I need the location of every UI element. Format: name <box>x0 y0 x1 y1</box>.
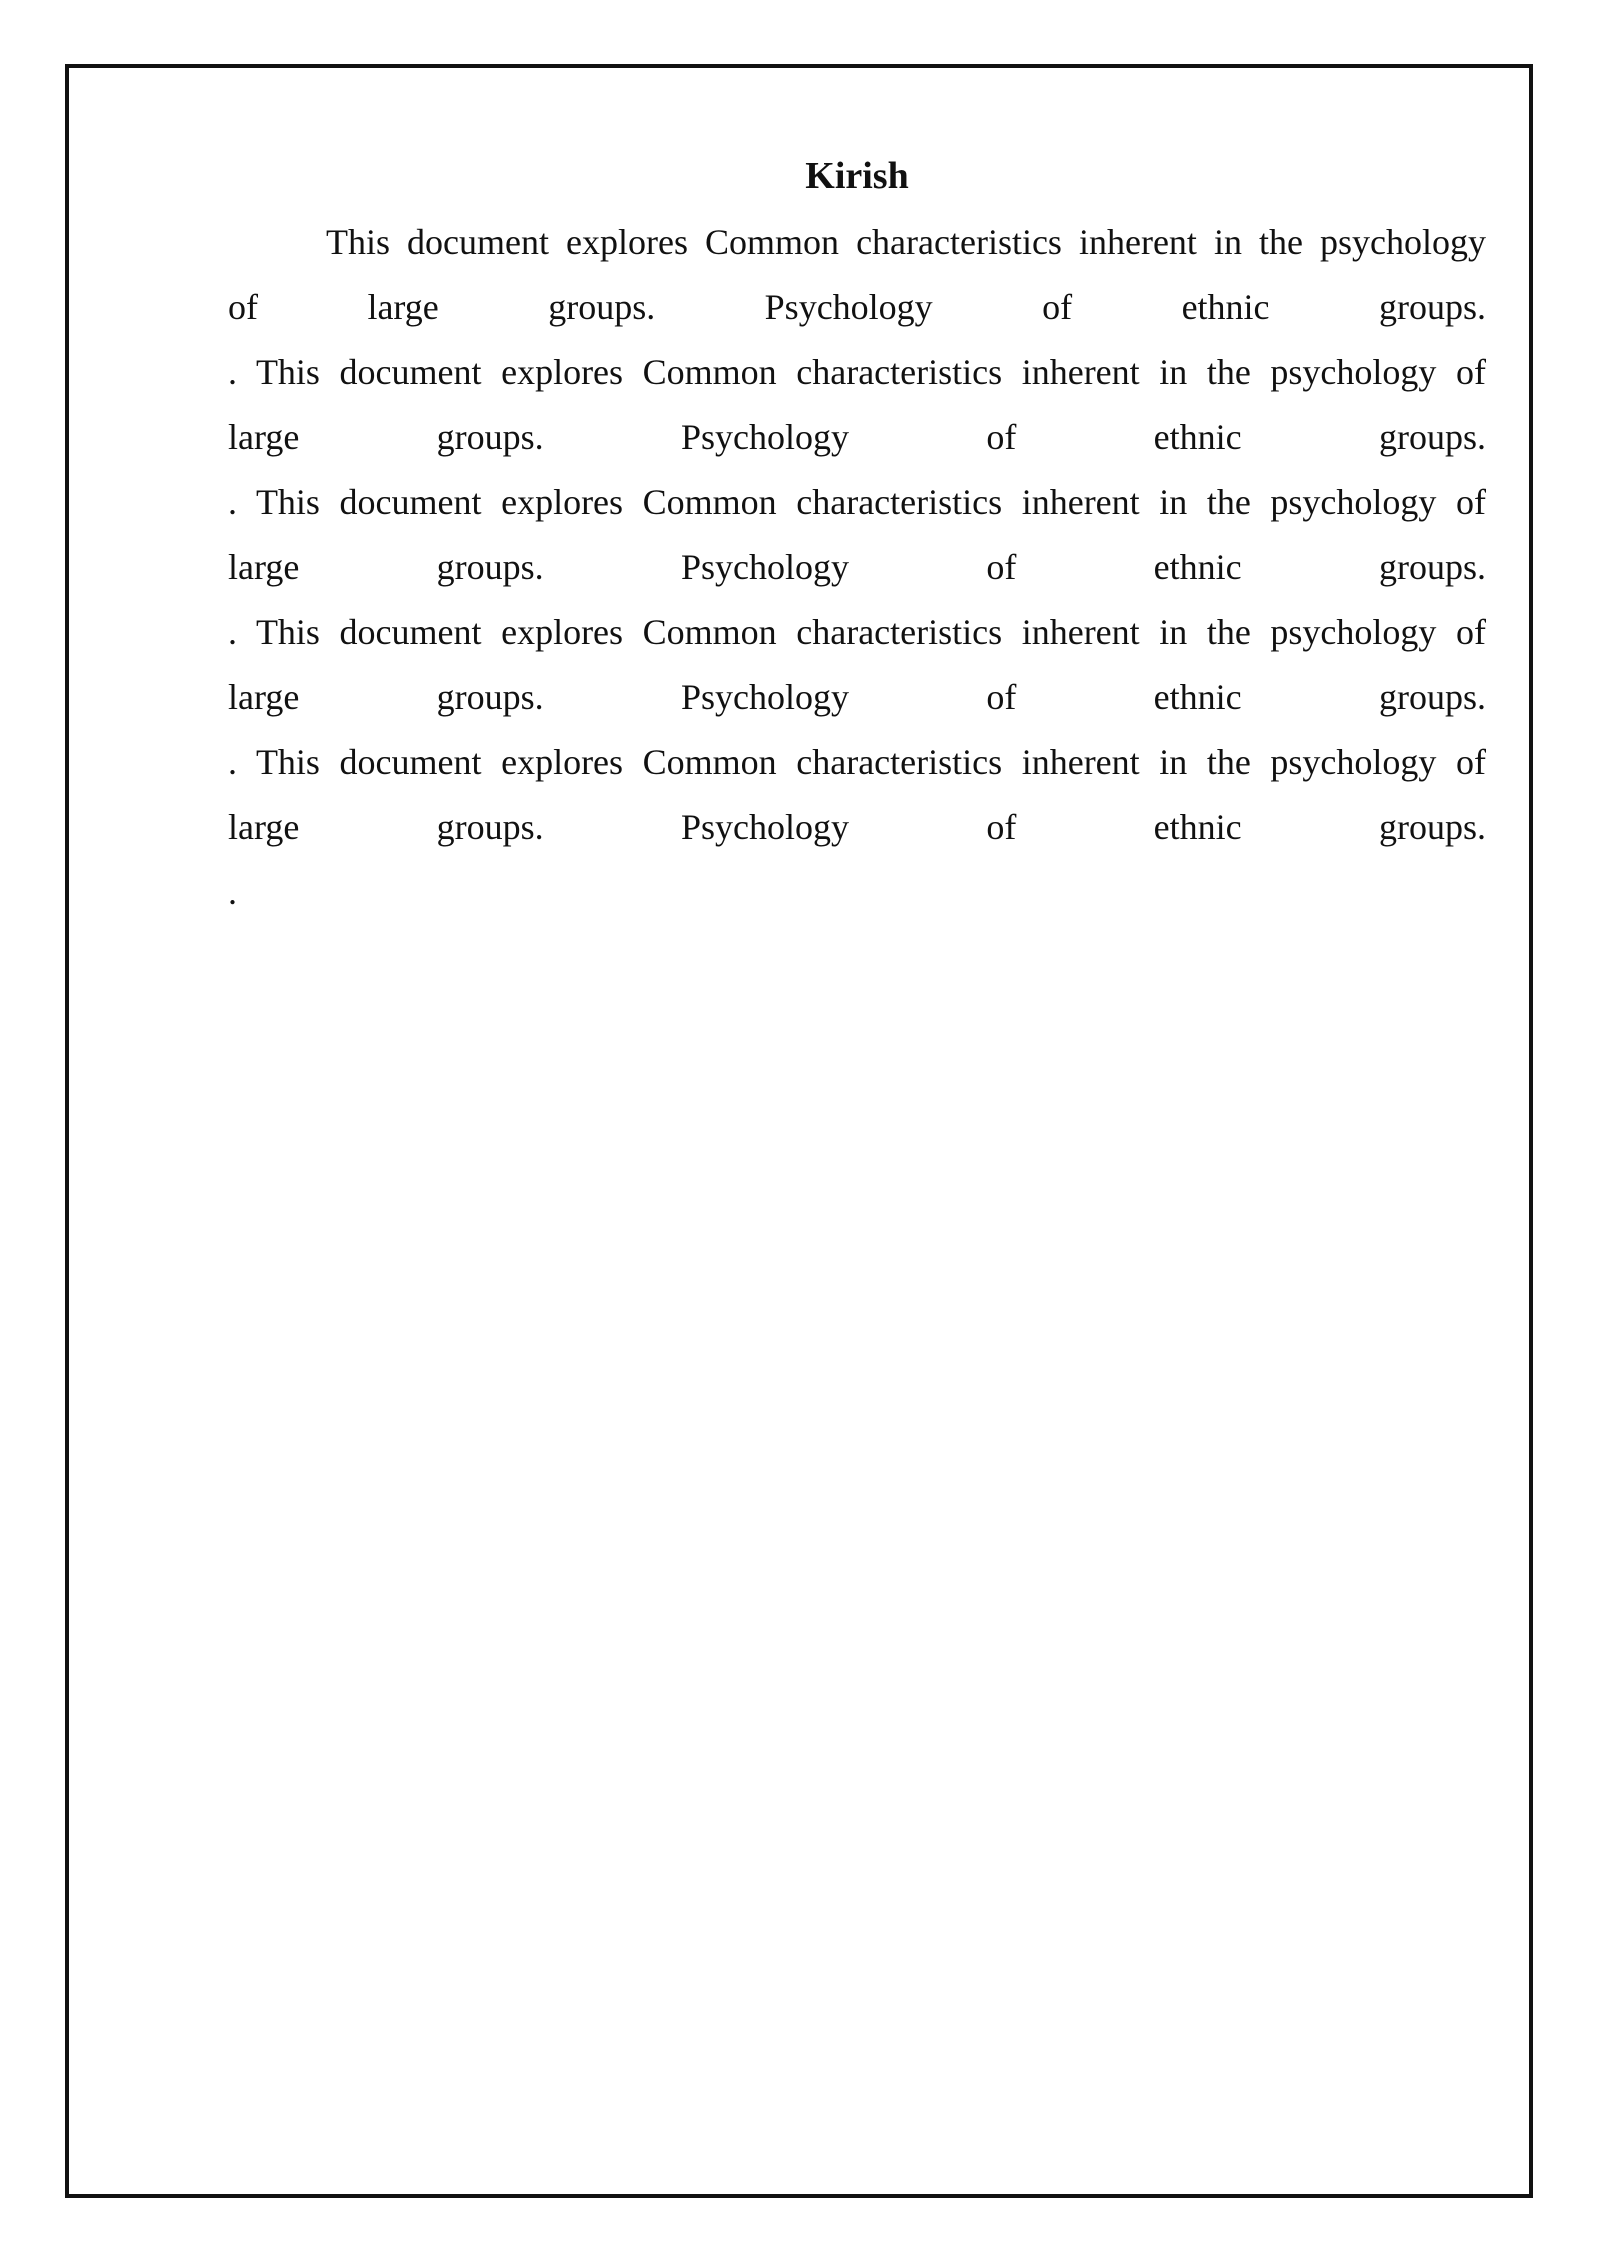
document-content <box>228 148 1486 925</box>
body-line: This document explores Common characteristics inherent in the psychology <box>326 222 1486 262</box>
body-line: large groups. Psychology of ethnic groups. <box>228 807 1486 847</box>
body-line: . This document explores Common characteristics inherent in the psychology of <box>228 612 1486 652</box>
body-line: large groups. Psychology of ethnic groups. <box>228 547 1486 587</box>
document-body <box>228 210 1486 925</box>
body-line: of large groups. Psychology of ethnic groups. <box>228 287 1486 327</box>
body-line: . <box>228 872 237 912</box>
body-line: . This document explores Common characteristics inherent in the psychology of <box>228 482 1486 522</box>
document-title: Kirish <box>805 155 909 197</box>
body-line: large groups. Psychology of ethnic groups. <box>228 677 1486 717</box>
body-line: . This document explores Common characteristics inherent in the psychology of <box>228 352 1486 392</box>
body-line: . This document explores Common characteristics inherent in the psychology of <box>228 742 1486 782</box>
body-line: large groups. Psychology of ethnic groups. <box>228 417 1486 457</box>
